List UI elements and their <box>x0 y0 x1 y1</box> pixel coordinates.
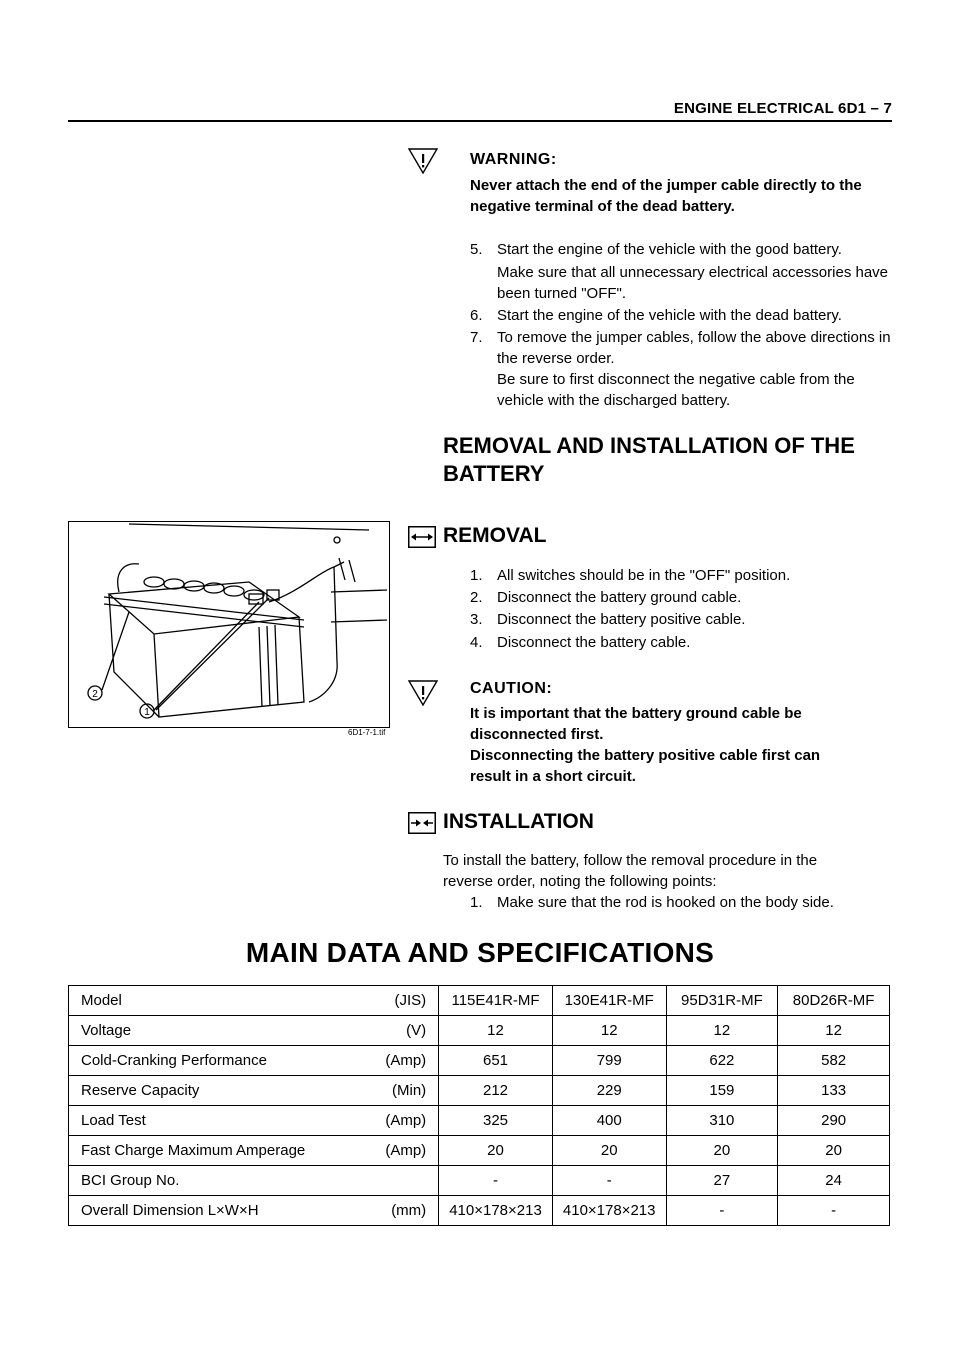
page-header: ENGINE ELECTRICAL 6D1 – 7 <box>673 100 892 117</box>
header-rule <box>68 120 892 122</box>
caution-body-2: Disconnecting the battery positive cable first can result in a short circuit. <box>470 747 821 785</box>
table-row: Model (JIS) 115E41R-MF 130E41R-MF 95D31R-MF 80D26R-MF <box>69 986 890 1016</box>
installation-intro: To install the battery, follow the removal procedure in the reverse order, noting the following points: <box>443 852 818 890</box>
list-item: 1. All switches should be in the "OFF" position. <box>470 567 791 584</box>
installation-title: INSTALLATION <box>443 810 594 833</box>
installation-arrows-icon <box>408 812 436 834</box>
table-row: Fast Charge Maximum Amperage (Amp) 20 20 20 20 <box>69 1136 890 1166</box>
figure-caption: 6D1-7-1.tif <box>348 728 386 737</box>
list-item: 5. Start the engine of the vehicle with the good battery. <box>470 241 842 258</box>
removal-steps <box>470 565 900 655</box>
specs-table <box>68 985 890 1226</box>
table-row: Voltage (V) 12 12 12 12 <box>69 1016 890 1046</box>
caution-body-1: It is important that the battery ground cable be disconnected first. <box>470 705 802 743</box>
list-item: Be sure to first disconnect the negative cable from the vehicle with the discharged battery. <box>497 371 855 409</box>
list-item: 2. Disconnect the battery ground cable. <box>470 589 742 606</box>
caution-title: CAUTION: <box>470 680 553 697</box>
section-title: REMOVAL AND INSTALLATION OF THE BATTERY <box>443 433 855 486</box>
battery-illustration <box>69 522 389 727</box>
list-item: 6. Start the engine of the vehicle with the dead battery. <box>470 307 842 324</box>
warning-title: WARNING: <box>470 151 557 168</box>
callout-2: 2 <box>92 689 98 700</box>
list-item: 1. Make sure that the rod is hooked on the body side. <box>470 894 834 911</box>
table-row: Load Test (Amp) 325 400 310 290 <box>69 1106 890 1136</box>
table-row: Overall Dimension L×W×H (mm) 410×178×213 410×178×213 - - <box>69 1196 890 1226</box>
list-item: 3. Disconnect the battery positive cable. <box>470 611 746 628</box>
removal-arrows-icon <box>408 526 436 548</box>
callout-1: 1 <box>144 707 150 718</box>
table-row: BCI Group No. - - 27 24 <box>69 1166 890 1196</box>
caution-icon <box>408 680 438 706</box>
steps-top <box>470 239 900 409</box>
warning-icon <box>408 148 438 174</box>
removal-title: REMOVAL <box>443 524 547 547</box>
list-item: 4. Disconnect the battery cable. <box>470 634 691 651</box>
list-item: Make sure that all unnecessary electrical accessories have been turned "OFF". <box>497 264 889 302</box>
battery-figure <box>68 521 390 728</box>
list-item: 7. To remove the jumper cables, follow the above directions in the reverse order. <box>470 329 891 367</box>
table-row: Cold-Cranking Performance (Amp) 651 799 622 582 <box>69 1046 890 1076</box>
table-row: Reserve Capacity (Min) 212 229 159 133 <box>69 1076 890 1106</box>
warning-body: Never attach the end of the jumper cable directly to the negative terminal of the dead battery. <box>470 177 862 215</box>
specs-title: MAIN DATA AND SPECIFICATIONS <box>245 937 715 968</box>
